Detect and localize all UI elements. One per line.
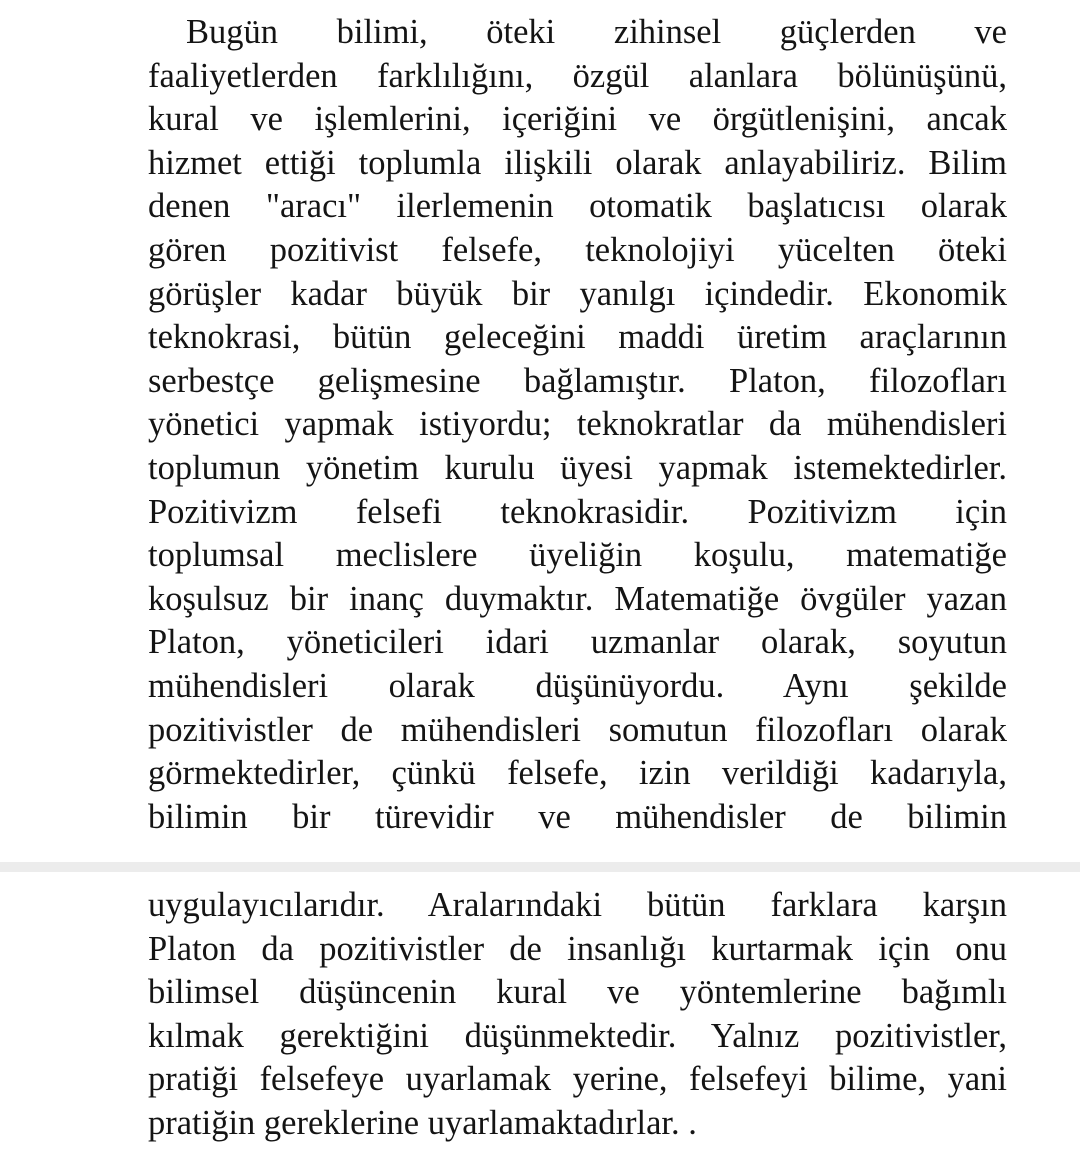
text-line: Pozitivizm felsefi teknokrasidir. Pozitivizm için <box>148 492 1007 531</box>
text-line: denen "aracı" ilerlemenin otomatik başlatıcısı olarak <box>148 187 1007 226</box>
text-line: pratiği felsefeye uyarlamak yerine, felsefeyi bilime, yani <box>148 1060 1007 1099</box>
text-line: faaliyetlerden farklılığını, özgül alanlara bölünüşünü, <box>148 56 1007 95</box>
text-line: toplumsal meclislere üyeliğin koşulu, matematiğe <box>148 536 1007 575</box>
paragraph-top <box>148 11 1007 839</box>
text-line: Platon da pozitivistler de insanlığı kurtarmak için onu <box>148 929 1007 968</box>
text-line: kural ve işlemlerini, içeriğini ve örgütlenişini, ancak <box>148 100 1007 139</box>
text-line: serbestçe gelişmesine bağlamıştır. Platon, filozofları <box>148 361 1007 400</box>
text-line: pozitivistler de mühendisleri somutun filozofları olarak <box>148 710 1007 749</box>
text-line: toplumun yönetim kurulu üyesi yapmak istemektedirler. <box>148 448 1007 487</box>
text-line: pratiğin gereklerine uyarlamaktadırlar. . <box>148 1103 697 1142</box>
text-line: bilimin bir türevidir ve mühendisler de bilimin <box>148 797 1007 836</box>
page-separator <box>0 862 1080 872</box>
text-line: kılmak gerektiğini düşünmektedir. Yalnız pozitivistler, <box>148 1016 1007 1055</box>
text-line: mühendisleri olarak düşünüyordu. Aynı şekilde <box>148 666 1007 705</box>
text-line: teknokrasi, bütün geleceğini maddi üretim araçlarının <box>148 318 1007 357</box>
text-line: Bugün bilimi, öteki zihinsel güçlerden ve <box>186 13 1007 51</box>
paragraph-bottom <box>148 884 1007 1146</box>
page-bottom <box>0 872 1080 1161</box>
text-line: koşulsuz bir inanç duymaktır. Matematiğe övgüler yazan <box>148 579 1007 618</box>
text-line: yönetici yapmak istiyordu; teknokratlar da mühendisleri <box>148 405 1007 444</box>
text-line: uygulayıcılarıdır. Aralarındaki bütün farklara karşın <box>148 886 1007 924</box>
text-line: hizmet ettiği toplumla ilişkili olarak anlayabiliriz. Bilim <box>148 143 1007 182</box>
text-line: Platon, yöneticileri idari uzmanlar olarak, soyutun <box>148 623 1007 662</box>
text-line: görmektedirler, çünkü felsefe, izin verildiği kadarıyla, <box>148 754 1007 793</box>
text-line: bilimsel düşüncenin kural ve yöntemlerine bağımlı <box>148 973 1007 1012</box>
text-line: görüşler kadar büyük bir yanılgı içindedir. Ekonomik <box>148 274 1007 313</box>
text-line: gören pozitivist felsefe, teknolojiyi yücelten öteki <box>148 230 1007 269</box>
